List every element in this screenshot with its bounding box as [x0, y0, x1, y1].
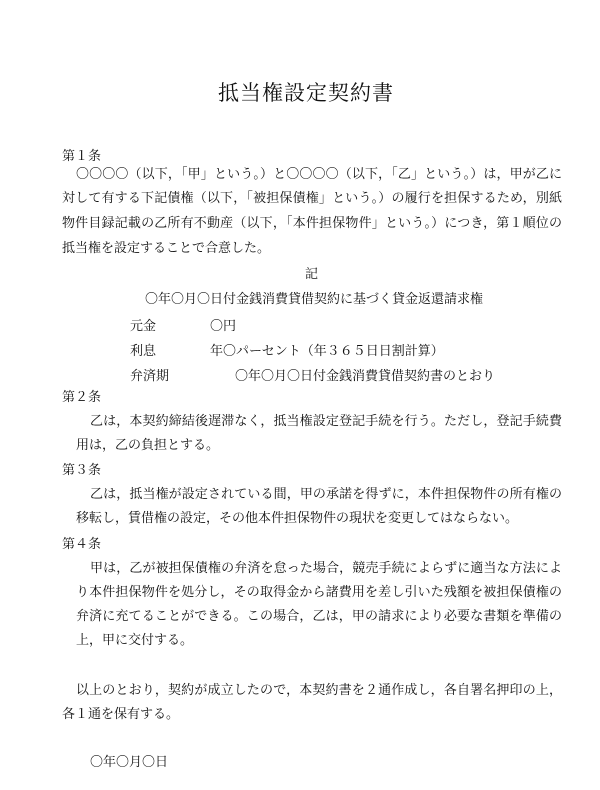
- repayment-value: 〇年〇月〇日付金銭消費貸借契約書のとおり: [235, 369, 496, 384]
- document-title: 抵当権設定契約書: [218, 81, 394, 105]
- article-2-line-1: 乙は，本契約締結後遅滞なく，抵当権設定登記手続を行う。ただし，登記手続費: [90, 414, 562, 429]
- closing-line-1: 以上のとおり，契約が成立したので，本契約書を２通作成し，各自署名押印の上，: [76, 683, 562, 698]
- claim-line: 〇年〇月〇日付金銭消費貸借契約に基づく貸金返還請求権: [145, 292, 484, 307]
- article-3-line-2: 移転し，賃借権の設定，その他本件担保物件の現状を変更してはならない。: [76, 511, 519, 526]
- repayment-label: 弁済期: [130, 369, 170, 384]
- article-1-line-1: 〇〇〇〇（以下，「甲」という。）と〇〇〇〇（以下，「乙」という。）は，甲が乙に: [76, 167, 562, 182]
- article-4-line-2: り本件担保物件を処分し，その取得金から諸費用を差し引いた残額を被担保債権の: [76, 585, 562, 600]
- interest-value: 年〇パーセント（年３６５日日割計算）: [210, 344, 444, 359]
- article-1-heading: 第１条: [62, 149, 102, 164]
- article-4-line-1: 甲は，乙が被担保債権の弁済を怠った場合，競売手続によらずに適当な方法によ: [90, 561, 562, 576]
- closing-line-2: 各１通を保有する。: [62, 707, 180, 722]
- article-2-heading: 第２条: [62, 390, 102, 405]
- principal-label: 元金: [130, 319, 157, 334]
- article-4-line-3: 弁済に充てることができる。この場合，乙は，甲の請求により必要な書類を準備の: [76, 609, 562, 624]
- article-3-line-1: 乙は，抵当権が設定されている間，甲の承諾を得ずに，本件担保物件の所有権の: [90, 487, 562, 502]
- ki-heading: 記: [305, 267, 319, 282]
- article-4-heading: 第４条: [62, 537, 102, 552]
- principal-value: 〇円: [210, 319, 237, 334]
- article-1-line-2: 対して有する下記債権（以下，「被担保債権」という。）の履行を担保するため，別紙: [62, 191, 562, 206]
- article-1-line-4: 抵当権を設定することで合意した。: [62, 241, 271, 256]
- article-1-line-3: 物件目録記載の乙所有不動産（以下，「本件担保物件」という。）につき，第１順位の: [62, 216, 562, 231]
- interest-label: 利息: [130, 344, 157, 359]
- signature-date: 〇年〇月〇日: [90, 755, 169, 770]
- article-2-line-2: 用は，乙の負担とする。: [76, 438, 220, 453]
- article-4-line-4: 上，甲に交付する。: [76, 633, 194, 648]
- article-3-heading: 第３条: [62, 463, 102, 478]
